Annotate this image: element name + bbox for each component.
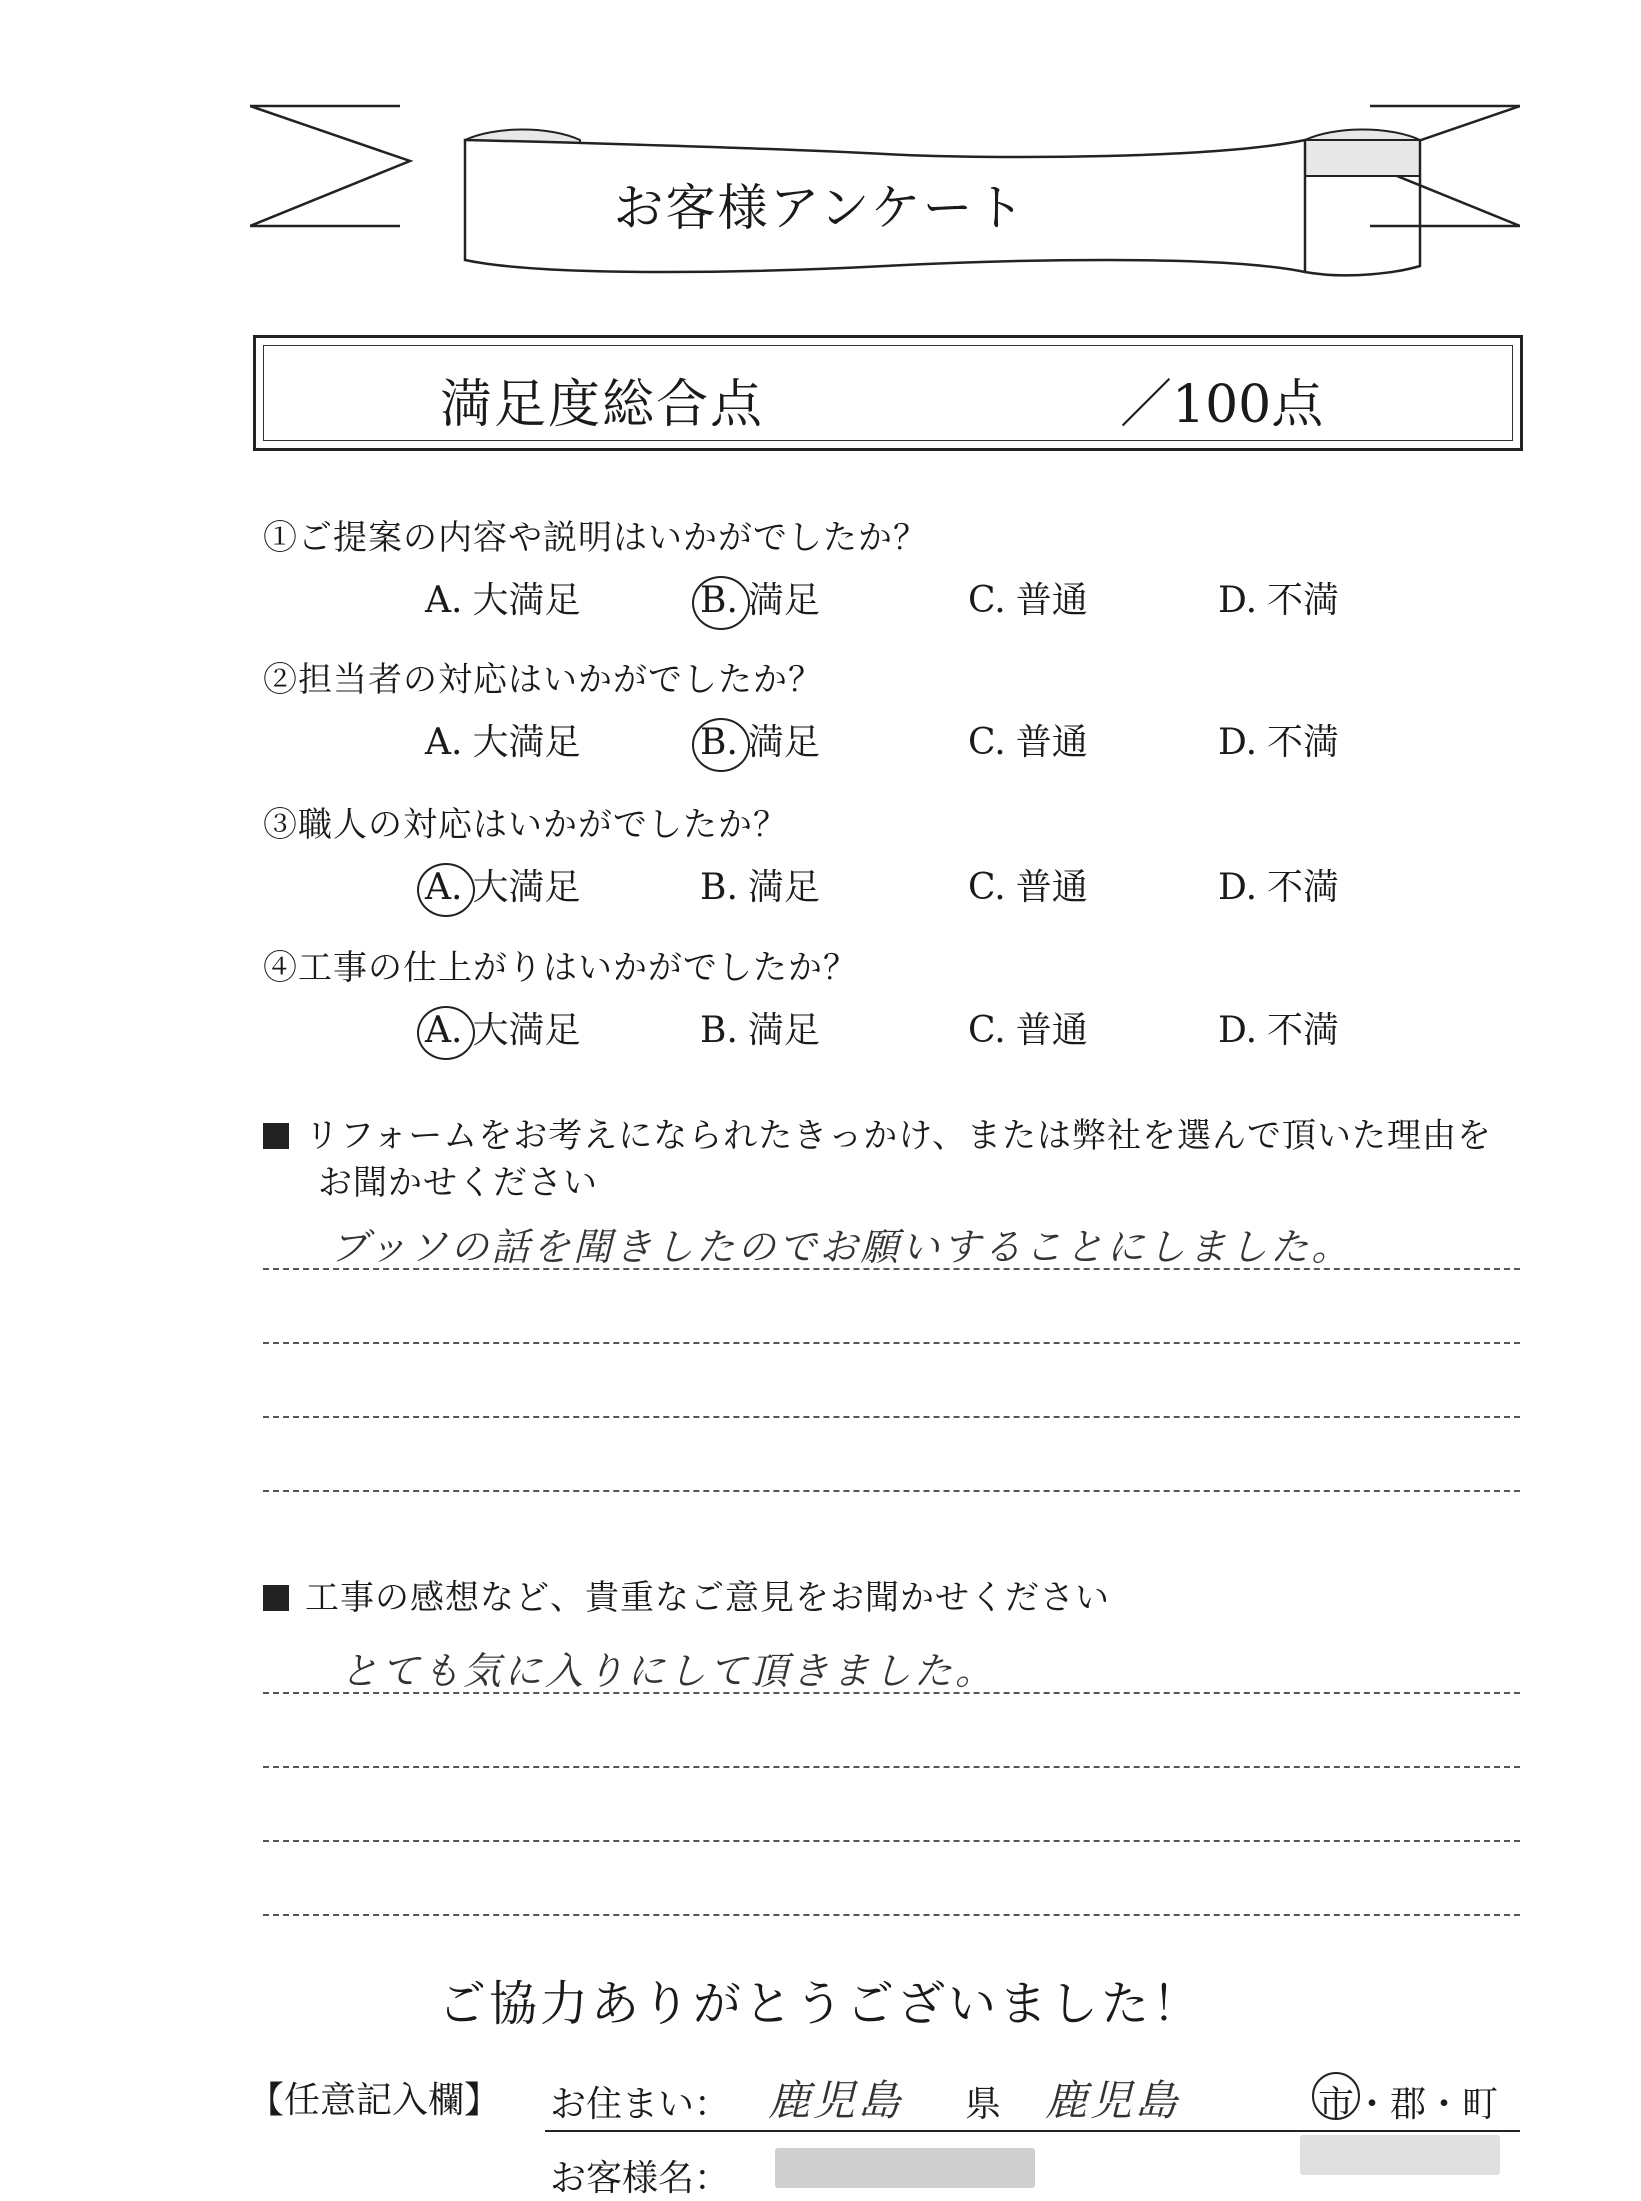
square-bullet-icon (263, 1585, 289, 1611)
score-label: 満足度総合点 (440, 375, 765, 435)
option-d[interactable] (1218, 572, 1339, 623)
section2-heading: 工事の感想など、貴重なご意見をお聞かせください (263, 1570, 1110, 1619)
city-type-options: 市・郡・町 (1318, 2076, 1498, 2127)
option-key: A. (425, 867, 463, 908)
section1-answer: ブッソの話を聞きしたのでお願いすることにしました。 (330, 1225, 1353, 1269)
thanks-message: ご協力ありがとうございました！ (437, 1976, 1203, 2032)
option-key: D. (1218, 1010, 1258, 1051)
option-label: 普通 (1015, 1010, 1088, 1051)
question-1: ①ご提案の内容や説明はいかがでしたか？ (263, 518, 928, 558)
option-key: A. (425, 722, 463, 763)
option-c[interactable] (968, 859, 1088, 910)
option-label: 満足 (747, 867, 820, 908)
option-label: 不満 (1267, 1010, 1340, 1051)
answer-line (263, 1914, 1520, 1916)
option-label: 大満足 (472, 867, 581, 908)
address-label: お住まい： (550, 2084, 731, 2125)
option-label: 大満足 (472, 580, 581, 621)
option-key: C. (968, 867, 1006, 908)
redacted-name (775, 2148, 1035, 2188)
city-value: 鹿児島 (1045, 2076, 1181, 2125)
address-underline (545, 2130, 1520, 2132)
option-key: D. (1218, 867, 1258, 908)
option-c[interactable] (968, 714, 1088, 765)
redacted-area (1300, 2135, 1500, 2175)
option-key: D. (1218, 580, 1258, 621)
option-label: 不満 (1267, 867, 1340, 908)
option-key: C. (968, 1010, 1006, 1051)
option-b[interactable] (700, 714, 820, 765)
option-label: 満足 (747, 1010, 820, 1051)
prefecture-suffix: 県 (965, 2084, 1002, 2125)
option-d[interactable] (1218, 859, 1339, 910)
selected-circle-mark (1312, 2072, 1360, 2120)
page-title: お客様アンケート (613, 179, 1027, 237)
selected-circle-mark (692, 718, 750, 772)
option-label: 普通 (1015, 580, 1088, 621)
prefecture-value: 鹿児島 (768, 2076, 904, 2125)
score-max: ／100点 (1120, 375, 1324, 435)
question-2: ②担当者の対応はいかがでしたか？ (263, 660, 823, 700)
option-a[interactable] (425, 859, 580, 910)
selected-circle-mark (417, 863, 475, 917)
option-key: B. (700, 1010, 738, 1051)
section1-heading: リフォームをお考えになられたきっかけ、または弊社を選んで頂いた理由を (263, 1108, 1492, 1157)
option-key: B. (700, 580, 738, 621)
option-a[interactable] (425, 714, 580, 765)
option-label: 満足 (747, 722, 820, 763)
option-label: 大満足 (472, 722, 581, 763)
option-b[interactable] (700, 859, 820, 910)
question-4: ④工事の仕上がりはいかがでしたか？ (263, 948, 858, 988)
optional-field-label: 【任意記入欄】 (248, 2080, 501, 2121)
option-c[interactable] (968, 1002, 1088, 1053)
section2-answer: とても気に入りにして頂きました。 (340, 1649, 997, 1693)
option-b[interactable] (700, 1002, 820, 1053)
selected-circle-mark (692, 576, 750, 630)
option-a[interactable] (425, 1002, 580, 1053)
option-key: D. (1218, 722, 1258, 763)
option-label: 大満足 (472, 1010, 581, 1051)
answer-line (263, 1268, 1520, 1270)
option-key: B. (700, 867, 738, 908)
answer-line (263, 1490, 1520, 1492)
option-c[interactable] (968, 572, 1088, 623)
option-key: A. (425, 1010, 463, 1051)
answer-line (263, 1416, 1520, 1418)
answer-line (263, 1342, 1520, 1344)
square-bullet-icon (263, 1123, 289, 1149)
answer-line (263, 1692, 1520, 1694)
option-label: 普通 (1015, 722, 1088, 763)
answer-line (263, 1766, 1520, 1768)
option-d[interactable] (1218, 1002, 1339, 1053)
option-key: C. (968, 722, 1006, 763)
customer-name-label: お客様名： (550, 2158, 731, 2199)
selected-circle-mark (417, 1006, 475, 1060)
option-label: 満足 (747, 580, 820, 621)
option-key: A. (425, 580, 463, 621)
option-key: C. (968, 580, 1006, 621)
option-b[interactable] (700, 572, 820, 623)
option-key: B. (700, 722, 738, 763)
option-a[interactable] (425, 572, 580, 623)
answer-line (263, 1840, 1520, 1842)
section1-heading-cont: お聞かせください (318, 1163, 598, 1203)
option-label: 普通 (1015, 867, 1088, 908)
question-3: ③職人の対応はいかがでしたか？ (263, 805, 788, 845)
option-label: 不満 (1267, 580, 1340, 621)
option-d[interactable] (1218, 714, 1339, 765)
option-label: 不満 (1267, 722, 1340, 763)
